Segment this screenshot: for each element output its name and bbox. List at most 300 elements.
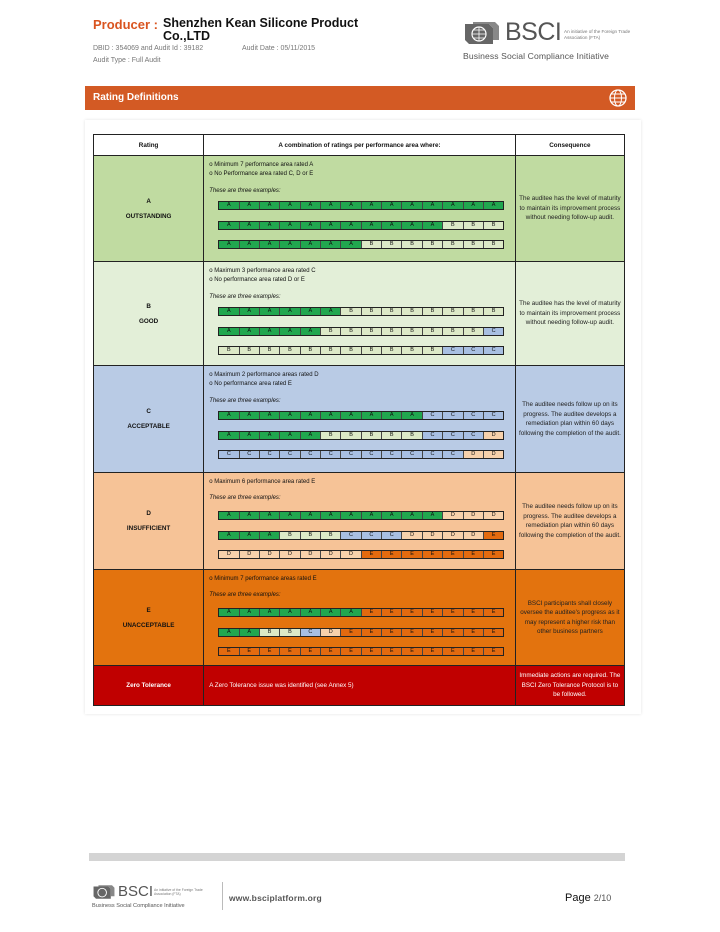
example-strip [218,531,504,540]
rating-name: GOOD [138,317,159,325]
rating-chip: B [464,308,484,315]
rating-chip: A [402,222,422,229]
rating-chip: B [362,432,382,439]
rating-row [94,156,625,262]
rating-chip: A [240,241,260,248]
rating-chip: E [382,648,402,655]
rating-name: UNACCEPTABLE [122,621,175,629]
rating-chip: A [464,202,484,209]
rating-letter: A [146,197,151,205]
rating-chip: B [362,241,382,248]
rating-chip: A [219,412,239,419]
zero-tolerance-text: A Zero Tolerance issue was identified (see Annex 5) [204,666,516,706]
rating-chip: B [402,241,422,248]
rating-chip: E [362,629,382,636]
zero-tolerance-row [94,666,625,706]
section-title: Rating Definitions [93,92,179,103]
example-strip [218,647,504,656]
rating-chip: A [341,412,361,419]
example-strip [218,608,504,617]
rating-chip: E [301,648,321,655]
rating-chip: E [362,648,382,655]
rating-chip: B [382,308,402,315]
criteria-bullet: o No performance area rated E [209,381,292,387]
rating-chip: E [382,609,402,616]
rating-chip: A [362,202,382,209]
rating-chip: E [423,648,443,655]
criteria-bullet: o No performance area rated D or E [209,277,305,283]
rating-chip: C [260,451,280,458]
rating-chip: A [260,308,280,315]
rating-chip: E [382,629,402,636]
rating-chip: C [301,451,321,458]
rating-row [94,473,625,570]
rating-chip: A [382,412,402,419]
rating-chip: B [321,532,341,539]
rating-chip: C [464,432,484,439]
rating-chip: A [240,532,260,539]
rating-chip: B [464,222,484,229]
rating-chip: C [341,451,361,458]
rating-chip: B [260,347,280,354]
rating-chip: A [382,202,402,209]
rating-chip: C [484,412,503,419]
rating-letter: E [146,606,151,614]
rating-chip: D [464,512,484,519]
rating-chip: D [240,551,260,558]
rating-chip: B [362,308,382,315]
rating-chip: A [219,629,239,636]
rating-chip: E [423,629,443,636]
rating-chip: A [301,222,321,229]
rating-chip: A [219,432,239,439]
rating-chip: A [219,328,239,335]
combination-cell [204,473,516,570]
rating-chip: E [402,551,422,558]
rating-chip: A [341,222,361,229]
rating-chip: A [219,241,239,248]
rating-cell [94,366,204,473]
rating-chip: A [423,512,443,519]
rating-chip: A [484,202,503,209]
example-strip [218,221,504,230]
producer-label: Producer : [93,17,159,32]
rating-chip: A [240,432,260,439]
rating-chip: A [260,202,280,209]
rating-chip: E [423,609,443,616]
rating-chip: B [402,432,422,439]
audit-date: Audit Date : 05/11/2015 [242,45,316,52]
footer-url-link[interactable]: www.bsciplatform.org [229,893,322,903]
footer-divider [222,882,223,910]
bsci-logo-mark-icon [463,20,501,46]
rating-chip: A [301,512,321,519]
rating-letter: C [146,408,151,415]
rating-chip: A [301,432,321,439]
rating-chip: C [423,432,443,439]
rating-chip: E [423,551,443,558]
rating-chip: A [341,609,361,616]
rating-chip: D [402,532,422,539]
example-strip [218,240,504,249]
rating-chip: A [280,412,300,419]
rating-chip: D [484,451,503,458]
rating-chip: B [402,308,422,315]
rating-chip: A [382,512,402,519]
example-strip [218,346,504,355]
combination-cell [204,570,516,666]
rating-chip: E [341,629,361,636]
rating-chip: D [464,532,484,539]
example-strip [218,511,504,520]
rating-chip: A [341,202,361,209]
rating-chip: C [423,451,443,458]
rating-chip: B [362,347,382,354]
rating-chip: A [240,609,260,616]
zero-tolerance-label: Zero Tolerance [94,666,204,706]
rating-chip: E [484,532,503,539]
rating-letter: B [146,302,151,310]
rating-chip: A [301,412,321,419]
rating-chip: D [443,532,463,539]
rating-chip: A [260,609,280,616]
consequence-cell: BSCI participants shall closely oversee the auditee's progress as it may represent a higher risk than other business partners [515,570,624,666]
rating-chip: C [280,451,300,458]
footer-logo-subtitle: An initiative of the Foreign Trade Association (FTA) [154,888,203,897]
rating-chip: B [219,347,239,354]
rating-chip: B [402,347,422,354]
rating-chip: A [321,512,341,519]
examples-label: These are three examples: [209,592,281,598]
criteria-bullet: o Minimum 7 performance areas rated E [209,576,317,582]
rating-chip: B [240,347,260,354]
rating-name: ACCEPTABLE [127,423,170,430]
globe-icon [608,88,628,108]
rating-chip: C [443,347,463,354]
rating-chip: C [443,432,463,439]
rating-chip: A [260,532,280,539]
rating-chip: B [321,432,341,439]
rating-chip: B [382,347,402,354]
rating-chip: B [341,328,361,335]
rating-chip: C [443,412,463,419]
combination-cell [204,366,516,473]
rating-chip: E [260,648,280,655]
rating-chip: A [362,512,382,519]
examples-label: These are three examples: [209,188,281,194]
rating-chip: A [260,241,280,248]
rating-cell [94,570,204,666]
audit-type: Audit Type : Full Audit [93,57,161,64]
rating-chip: A [362,222,382,229]
rating-chip: B [280,347,300,354]
rating-chip: A [402,202,422,209]
rating-chip: C [443,451,463,458]
rating-chip: A [240,222,260,229]
producer-name: Shenzhen Kean Silicone Product Co.,LTD [163,16,359,43]
rating-chip: C [219,451,239,458]
rating-chip: E [362,609,382,616]
rating-chip: E [464,551,484,558]
rating-chip: A [219,222,239,229]
rating-chip: B [423,328,443,335]
rating-chip: B [341,432,361,439]
rating-chip: E [484,609,503,616]
criteria-bullet: o Minimum 7 performance area rated A [209,162,314,168]
rating-chip: A [219,512,239,519]
rating-chip: A [423,202,443,209]
rating-chip: C [382,451,402,458]
rating-chip: E [443,551,463,558]
bsci-logo-subtitle: An initiative of the Foreign Trade Association (FTA) [564,29,631,40]
rating-chip: D [443,512,463,519]
rating-chip: C [362,532,382,539]
rating-chip: E [484,648,503,655]
page-number [565,892,611,904]
rating-chip: C [464,412,484,419]
rating-chip: C [484,347,503,354]
rating-chip: D [301,551,321,558]
rating-chip: C [341,532,361,539]
rating-chip: A [219,532,239,539]
rating-chip: B [260,629,280,636]
footer-logo-tagline: Business Social Compliance Initiative [92,903,185,909]
rating-chip: E [341,648,361,655]
footer-bar [89,853,625,861]
rating-chip: A [260,432,280,439]
rating-chip: A [240,629,260,636]
rating-chip: A [260,412,280,419]
rating-chip: B [280,629,300,636]
bsci-logo-text: BSCI [505,18,562,46]
rating-chip: A [301,241,321,248]
rating-chip: D [423,532,443,539]
footer-bsci-logo [92,883,212,913]
rating-chip: A [321,202,341,209]
rating-chip: B [321,347,341,354]
rating-chip: B [484,241,503,248]
examples-label: These are three examples: [209,398,281,404]
rating-chip: E [280,648,300,655]
rating-chip: B [443,222,463,229]
rating-chip: A [280,432,300,439]
rating-letter: D [146,510,151,517]
consequence-cell: The auditee has the level of maturity to maintain its improvement process without needing follow-up audit. [515,262,624,366]
rating-chip: C [301,629,321,636]
rating-chip: B [341,347,361,354]
combination-cell [204,156,516,262]
rating-chip: A [301,202,321,209]
rating-chip: D [321,551,341,558]
rating-chip: A [280,308,300,315]
rating-chip: C [484,328,503,335]
rating-chip: A [219,308,239,315]
rating-chip: E [402,609,422,616]
rating-chip: A [321,241,341,248]
rating-chip: A [219,202,239,209]
rating-chip: B [321,328,341,335]
rating-chip: C [362,451,382,458]
rating-chip: A [321,609,341,616]
header-consequence: Consequence [515,135,624,156]
rating-name: OUTSTANDING [125,212,172,220]
rating-chip: B [423,241,443,248]
rating-chip: A [301,609,321,616]
rating-chip: B [382,241,402,248]
example-strip [218,307,504,316]
examples-label: These are three examples: [209,294,281,300]
criteria-bullet: o Maximum 6 performance area rated E [209,479,316,485]
rating-chip: D [321,629,341,636]
rating-chip: B [464,328,484,335]
rating-chip: A [321,308,341,315]
rating-chip: D [484,432,503,439]
rating-chip: B [443,241,463,248]
page-label: Page [565,892,591,904]
rating-chip: C [382,532,402,539]
rating-chip: A [240,308,260,315]
rating-chip: A [341,512,361,519]
criteria-bullet: o Maximum 3 performance area rated C [209,268,316,274]
rating-chip: A [240,202,260,209]
rating-chip: A [321,412,341,419]
rating-chip: B [341,308,361,315]
rating-chip: A [280,202,300,209]
example-strip [218,201,504,210]
rating-chip: B [301,347,321,354]
rating-row [94,262,625,366]
rating-chip: A [280,512,300,519]
rating-chip: D [260,551,280,558]
table-header-row [94,135,625,156]
rating-chip: A [443,202,463,209]
rating-row [94,570,625,666]
rating-chip: B [443,308,463,315]
rating-chip: D [280,551,300,558]
criteria-bullet: o Maximum 2 performance areas rated D [209,372,319,378]
rating-chip: A [260,222,280,229]
rating-chip: A [382,222,402,229]
rating-chip: E [402,648,422,655]
example-strip [218,450,504,459]
bsci-logo [463,18,633,64]
rating-chip: A [321,222,341,229]
rating-chip: E [240,648,260,655]
rating-chip: C [321,451,341,458]
rating-chip: B [382,328,402,335]
footer-logo-mark-icon [92,884,116,900]
rating-chip: E [484,551,503,558]
rating-chip: A [402,412,422,419]
rating-chip: A [260,512,280,519]
rating-chip: E [443,629,463,636]
rating-chip: C [423,412,443,419]
rating-name: INSUFFICIENT [126,525,171,532]
rating-chip: D [484,512,503,519]
rating-chip: D [464,451,484,458]
rating-chip: A [280,222,300,229]
examples-label: These are three examples: [209,495,281,501]
rating-chip: B [402,328,422,335]
consequence-cell: The auditee needs follow up on its progress. The auditee develops a remediation plan within 60 days following the completion of the audit. [515,473,624,570]
rating-chip: B [382,432,402,439]
rating-chip: E [382,551,402,558]
example-strip [218,431,504,440]
rating-chip: B [484,308,503,315]
consequence-cell: The auditee has the level of maturity to maintain its improvement process without needing follow-up audit. [515,156,624,262]
rating-chip: B [362,328,382,335]
example-strip [218,550,504,559]
rating-chip: C [464,347,484,354]
rating-chip: B [280,532,300,539]
example-strip [218,628,504,637]
rating-chip: D [341,551,361,558]
rating-chip: A [402,512,422,519]
rating-chip: A [423,222,443,229]
rating-chip: A [280,609,300,616]
zero-tolerance-consequence: Immediate actions are required. The BSCI Zero Tolerance Protocol is to be followed. [515,666,624,706]
rating-chip: E [443,609,463,616]
bsci-logo-tagline: Business Social Compliance Initiative [463,51,610,61]
consequence-cell: The auditee needs follow up on its progress. The auditee develops a remediation plan within 60 days following the completion of the audit. [515,366,624,473]
header-rating: Rating [94,135,204,156]
rating-table [93,134,625,706]
rating-chip: B [484,222,503,229]
rating-chip: A [280,241,300,248]
rating-chip: D [219,551,239,558]
rating-chip: E [219,648,239,655]
rating-row [94,366,625,473]
rating-chip: A [240,328,260,335]
combination-cell [204,262,516,366]
rating-cell [94,156,204,262]
rating-chip: A [301,328,321,335]
rating-chip: E [402,629,422,636]
rating-chip: A [240,412,260,419]
rating-chip: A [280,328,300,335]
rating-chip: E [362,551,382,558]
example-strip [218,411,504,420]
header-combination: A combination of ratings per performance area where: [204,135,516,156]
rating-chip: E [443,648,463,655]
rating-chip: A [219,609,239,616]
footer-logo-text: BSCI [118,883,154,900]
rating-chip: B [423,308,443,315]
rating-chip: A [260,328,280,335]
rating-chip: B [423,347,443,354]
rating-chip: E [464,648,484,655]
rating-chip: A [240,512,260,519]
rating-cell [94,473,204,570]
rating-chip: C [402,451,422,458]
rating-chip: A [362,412,382,419]
rating-cell [94,262,204,366]
rating-chip: E [321,648,341,655]
rating-chip: A [301,308,321,315]
rating-chip: B [464,241,484,248]
dbid-text: DBID : 354069 and Audit Id : 39182 [93,45,204,52]
rating-chip: E [464,609,484,616]
rating-chip: E [464,629,484,636]
page-count: 2/10 [593,893,612,903]
example-strip [218,327,504,336]
rating-chip: E [484,629,503,636]
section-banner [85,86,635,110]
rating-chip: A [341,241,361,248]
criteria-bullet: o No Performance area rated C, D or E [209,171,314,177]
rating-chip: C [240,451,260,458]
rating-chip: B [301,532,321,539]
